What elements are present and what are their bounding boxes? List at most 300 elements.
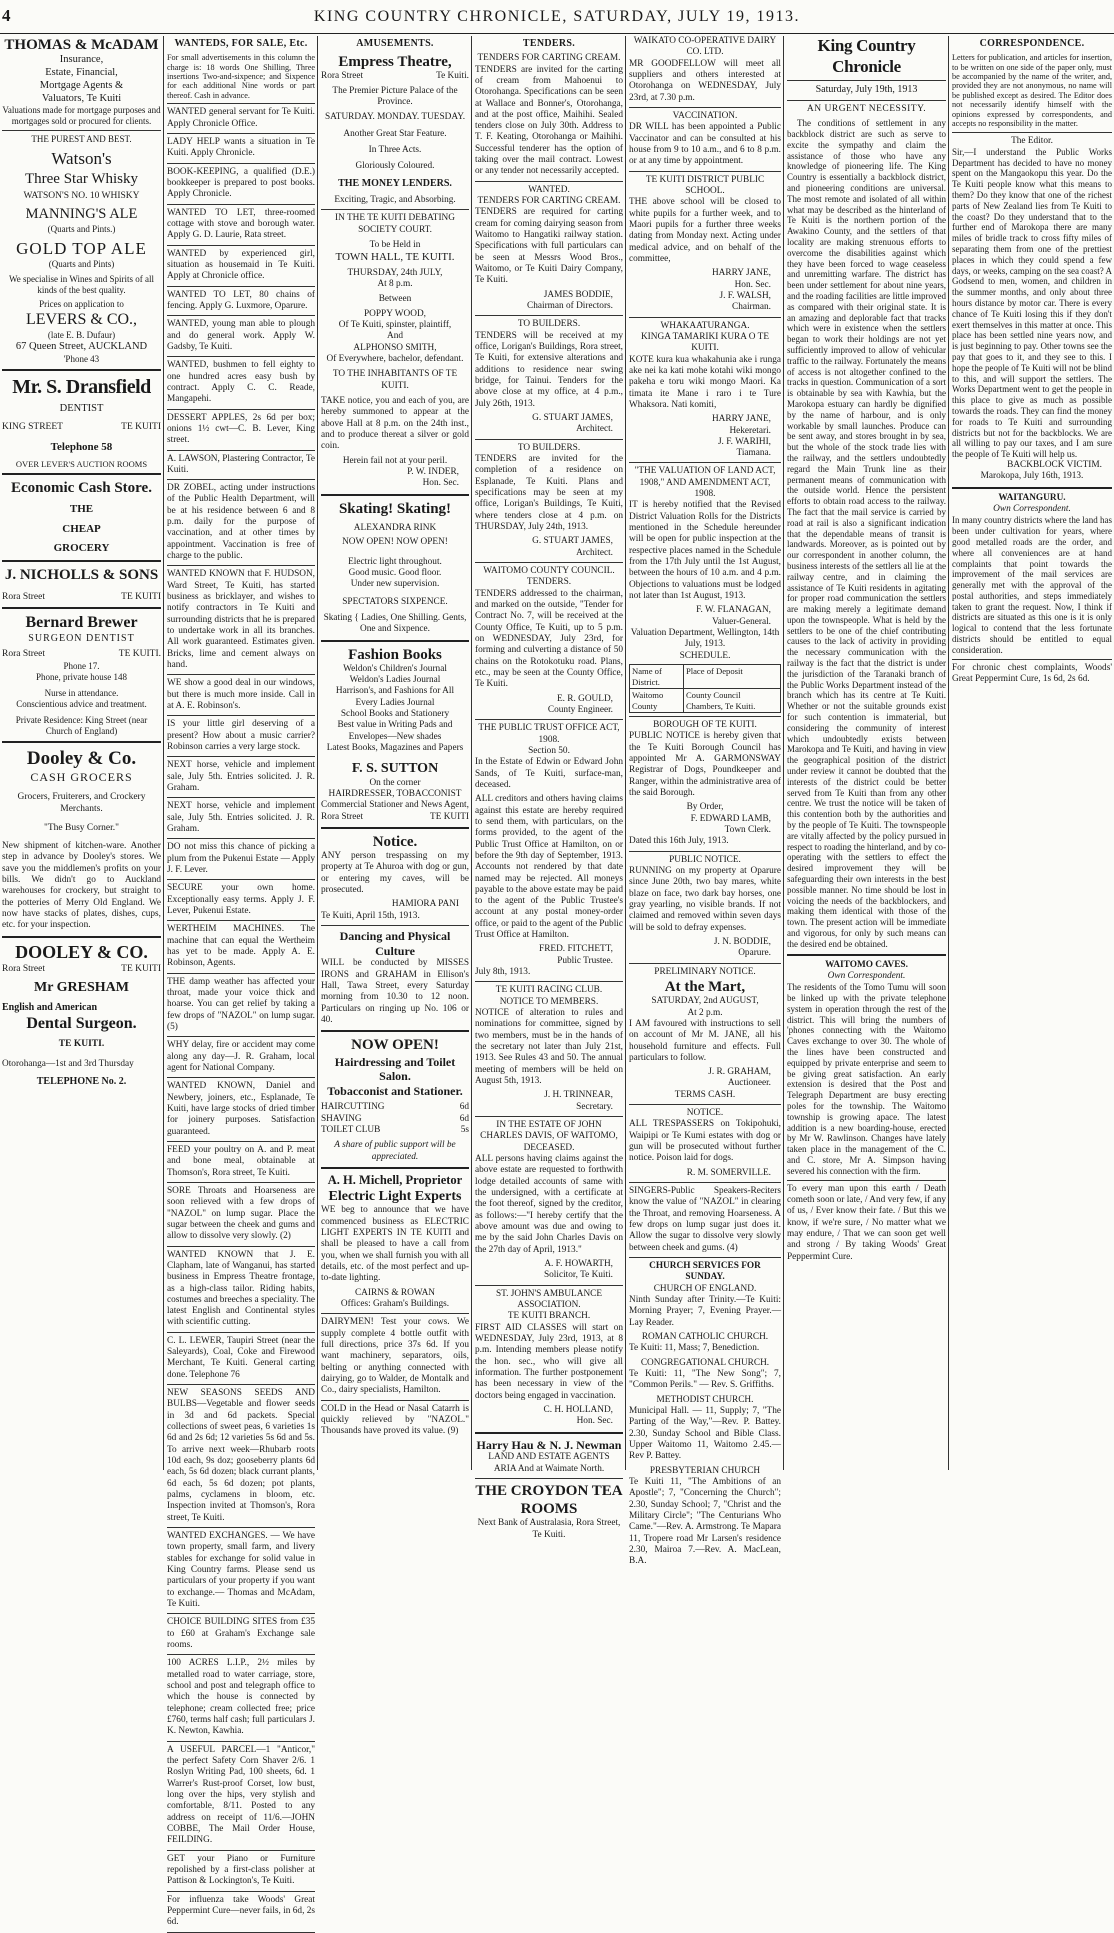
ad-heading: TE KUITI DISTRICT PUBLIC SCHOOL.	[645, 174, 765, 196]
column-amusements	[321, 36, 469, 1470]
ad-line: Conscientious advice and treatment.	[16, 698, 147, 709]
ad-body: TENDERS are invited for the completion of a residence on Esplanade, Te Kuiti. Plans and specifications may be seen at my office, Lorigan's Buildings, Te Kuiti, where tenders close at 4 p.m. on THURSDAY, July 24th, 1913.	[475, 454, 623, 532]
ad-line: Valuation Department, Wellington, 14th July, 1913.	[630, 628, 780, 650]
ad-line: Of Te Kuiti, spinster, plaintiff,	[338, 320, 452, 330]
ad-line: TE KUITI	[121, 421, 161, 432]
signature: Tiamana.	[736, 448, 771, 459]
ad-divider	[167, 1741, 315, 1742]
fashion-books-title: Fashion Books	[348, 646, 442, 663]
ad-body: RUNNING on my property at Oparure since June 20th, two bay mares, white blaze on face, two dark bay horses, one gray yearling, no visible brands. If not claimed and removed within seven days will be sold to defray expenses.	[629, 865, 781, 933]
ad-line: ALEXANDRA RINK	[353, 522, 437, 533]
news-body: The residents of the Tomo Tumu will soon be linked up with the private telephone system in operation through the rest of the district. This will bring the numbers of 'phones connecting with the Waitomo Caves exchange to over 30. The whole of the lines have been constructed and equipped by private enterprise and seem to be giving great satisfaction. An early extension is desired that the Post and Telegraph Department are busy erecting poles for the township. The Waitomo township is growing apace. The latest addition is a new boarding-house, erected by Mr W. Rawlinson. Changes have lately taken place in the management of the C. and C. store, Mr A. Simpson having severed his connection with the firm.	[787, 982, 946, 1176]
ad-divider	[167, 245, 315, 246]
column-correspondence	[952, 36, 1112, 1470]
ad-body: Te Kuiti: 11, Mass; 7, Benediction.	[629, 1343, 760, 1354]
ad-line: TE KUITI	[121, 963, 161, 974]
signature: F. W. FLANAGAN,	[696, 605, 771, 616]
ad-line: IN THE TE KUITI DEBATING SOCIETY COURT.	[335, 213, 455, 235]
ad-line: WATSON'S NO. 10 WHISKY	[23, 191, 140, 202]
ad-heading: PRELIMINARY NOTICE.	[654, 966, 756, 977]
column-rule	[163, 36, 164, 1470]
ad-line: July 8th, 1913.	[475, 967, 531, 978]
ad-line: The Premier Picture Palace of the Province.	[332, 85, 458, 108]
ad-line: Another Great Star Feature.	[343, 128, 447, 139]
classified-ad: A. LAWSON, Plastering Contractor, Te Kuiti.	[167, 453, 315, 475]
ad-heading: TENDERS FOR CARTING CREAM.	[477, 53, 621, 64]
ad-heading: TO BUILDERS.	[517, 319, 581, 330]
section-heading: TENDERS.	[522, 38, 576, 49]
editorial-date: Saturday, July 19th, 1913	[815, 84, 918, 96]
ad-line: Prices on application to	[39, 299, 124, 310]
classified-ad: DO not miss this chance of picking a plum from the Pukenui Estate — Apply J. F. Lever.	[167, 842, 315, 875]
ad-heading: BOROUGH OF TE KUITI.	[653, 720, 757, 730]
ad-body: New shipment of kitchen-ware. Another step in advance by Dooley's stores. We save you the middlemen's profits on your bills. We didn't go to Auckland warehouses for crockery, but straight to the potteries of Merry Old England. We now have stacks of plates, dishes, cups, etc. for your inspection.	[2, 841, 161, 931]
classified-ad: IS your little girl deserving of a present? How about a music carrier? Robinson carries a very large stock.	[167, 719, 315, 753]
ad-line: TELEPHONE No. 2.	[36, 1075, 127, 1087]
ad-divider	[167, 133, 315, 134]
ad-divider	[167, 756, 315, 757]
classified-ad: FEED your poultry on A. and P. meat and bone meal, obtainable at Thomson's, Rora street, Te Kuiti.	[167, 1144, 315, 1178]
ad-line: Weldon's Children's Journal	[343, 663, 447, 674]
ad-line: Herein fail not at your peril.	[342, 455, 448, 466]
signature: Public Trustee.	[557, 955, 613, 966]
ad-line: THURSDAY, 24th JULY,	[347, 267, 443, 278]
classified-ad: WANTED KNOWN, Daniel and Newbery, joiners, etc., Esplanade, Te Kuiti, have large stocks of dried timber for joinery purposes. Satisfaction guaranteed.	[167, 1081, 315, 1137]
ad-line: Te Kuiti.	[436, 71, 469, 82]
ad-divider	[167, 973, 315, 974]
signature: J. N. BODDIE,	[713, 936, 771, 947]
ad-line: (late E. B. Dufaur)	[47, 329, 116, 340]
editorial-body	[787, 118, 946, 949]
column-wanteds	[167, 36, 315, 1928]
ad-line: Telephone 58	[50, 441, 113, 454]
signature: Hon. Sec.	[576, 1416, 613, 1427]
ad-heading: CHURCH OF ENGLAND.	[653, 1283, 757, 1294]
signature: J. F. WARIHI,	[717, 436, 771, 447]
price-value: 6d	[459, 1113, 469, 1124]
signature: HARRY JANE,	[711, 414, 771, 425]
ad-line: CAIRNS & ROWAN	[354, 1287, 436, 1298]
ad-line: GROCERY	[53, 542, 110, 555]
ad-line: TE KUITI	[121, 591, 161, 602]
signature: HAMIORA PANI	[391, 899, 459, 910]
ad-heading: "THE VALUATION OF LAND ACT, 1908," AND AMENDMENT ACT, 1908.	[634, 466, 776, 500]
ad-line: On the corner	[369, 777, 421, 788]
ad-body: KOTE kura kua whakahunia ake i runga ake nei ka kati mohe kotahi wiki mongo pakeha e toru wiki mongo Maori. Ka timata ite Mane i raro i te Ture Whaksora. Nati komiti,	[629, 354, 781, 410]
column-rule	[625, 36, 626, 1470]
ad-body: PUBLIC NOTICE is hereby given that the Te Kuiti Borough Council has appointed Mr A. GARMONSWAY Registrar of Dogs, Poundkeeper and Ranger, within the administrative area of the said Borough.	[629, 731, 781, 798]
news-body: In many country districts where the land has been under cultivation for years, where good metalled roads are the order, and where all conveniences are at hand complaints that point towards the improvement of the mail services are generally met with the approval of the postal authorities, and steps immediately taken to grant the request. Now, I think if districts are situated as this one is it is only logical to contend that the less fortunate districts should be entitled to equal consideration.	[952, 515, 1112, 655]
ad-line: SURGEON DENTIST	[28, 632, 135, 644]
ad-line: Grocers, Fruiterers, and Crockery Merchants.	[17, 792, 146, 814]
ad-line: TE KUITI.	[58, 1039, 105, 1049]
price-item: TOILET CLUB	[321, 1125, 381, 1136]
ad-line: Phone, private house 148	[36, 671, 127, 682]
wanteds-list	[167, 107, 315, 1932]
ad-body: NOTICE of alteration to rules and nominations for committee, signed by two members, must be in the hands of the secretary not later than July 21st, 1913. See Rules 43 and 50. The annual meeting of members will be held on August 5th, 1913.	[475, 1008, 623, 1087]
ad-divider	[167, 1141, 315, 1142]
gold-top-ale: GOLD TOP ALE	[16, 238, 147, 258]
table-header: Place of Deposit	[683, 665, 780, 689]
ad-divider	[167, 838, 315, 839]
ad-body: TENDERS addressed to the chairman, and marked on the outside, "Tender for Contract No. 7, will be received at the County Office, Te Kuiti, up to 5 p.m. on WEDNESDAY, July 23rd, for forming and culverting a distance of 50 chains on the Rotokotuku road. Plans, etc., may be seen at the County Office, Te Kuiti.	[475, 588, 623, 690]
ad-divider	[167, 879, 315, 880]
ad-line: Commercial Stationer and News Agent,	[321, 800, 469, 811]
classified-ad: WANTED, young man able to plough and do general work. Apply W. Gadsby, Te Kuiti.	[167, 319, 315, 352]
ad-divider	[167, 204, 315, 205]
classified-ad: WE show a good deal in our windows, but there is much more inside. Call in at A. E. Robinson's.	[167, 678, 315, 712]
price-value: 5s	[460, 1125, 469, 1136]
letter-body: Sir,—I understand the Public Works Department has decided to have no money spent on the Mangaokopu this year. Do the Te Kuiti people know what this means to them? Do they know that one of the richest parts of New Zealand lies from Te Kuiti to the coast? Do they understand that to the further end of Marokopa there are many miles of bridle track to cross fifty miles of separating them from one of the prettiest places in which they could spend a few days, or weeks, camping on the sea coast? A Godsend to men, women, and children in the summer months, and only about three hours distance by motor car. There is every chance of Te Kuiti losing this if they don't exert themselves in this matter at once. This place has been settled nine years now, and is just beginning to pay. Other towns see the pay that goes to it, and they see to this. I hope the people of Te Kuiti will not be blind to this, and will support the settlers. The Works Department went to get the people in this place to give as much as possible towards the roads. They can find the money for roads to Te Kuiti and surrounding districts but not for the backblocks. We are all willing to pay our taxes, and I am sure the people of Te Kuiti will help us.	[952, 146, 1112, 460]
column-rule	[317, 36, 318, 1470]
classified-ad: For influenza take Woods' Great Peppermint Cure—never fails, in 6d, 2s 6d.	[167, 1894, 315, 1928]
classified-ad: NEXT horse, vehicle and implement sale, July 5th. Entries solicited. J. R. Graham.	[167, 801, 315, 835]
ad-divider	[167, 1077, 315, 1078]
classified-ad: C. L. LEWER, Taupiri Street (near the Saleyards), Coal, Coke and Firewood Merchant, Te Kuiti. General carting done. Telephone 76	[167, 1335, 315, 1380]
ad-body: For chronic chest complaints, Woods' Great Peppermint Cure, 1s 6d, 2s 6d.	[952, 662, 1112, 684]
ad-body: SINGERS-Public Speakers-Reciters know the value of "NAZOL" in clearing the Throat, and removing Hoarseness. A few drops on lump sugar just does it. Allow the sugar to dissolve very slowly between cheek and gums. (4)	[629, 1186, 781, 1253]
three-star-whisky: Three Star Whisky	[24, 171, 139, 188]
ad-line: Own Correspondent.	[993, 503, 1071, 514]
signature: Hekeretari.	[729, 425, 771, 436]
signature: HARRY JANE,	[711, 268, 771, 279]
ad-line: Phone 17.	[63, 660, 100, 671]
sutton-name: F. S. SUTTON	[351, 761, 439, 777]
ad-divider	[167, 1613, 315, 1614]
ad-line: (Quarts and Pints)	[48, 259, 115, 270]
ad-body: TENDERS are invited for the carting of cream from Mahoenui to Otorohanga. Specifications can be seen at Wallace and Bonner's, Otorohanga, and at the post office, Maihihi. Sealed tenders close on July 30th. Address to T. F. Keating, Otorohanga or Maihihi. Successful tenderer has the option of taking over the mail contract. Lowest or any tender not necessarily accepted.	[475, 64, 623, 177]
ad-body: In the Estate of Edwin or Edward John Sands, of Te Kuiti, surface-man, deceased.	[475, 757, 623, 790]
ad-body: ANY person trespassing on my property at Te Ahuroa with dog or gun, or entering my caves, will be prosecuted.	[321, 851, 469, 896]
ad-heading: WHAKAATURANGA.	[660, 320, 750, 331]
ad-body: MR GOODFELLOW will meet all suppliers and others interested at Otorohanga on WEDNESDAY, July 23rd, at 7.30 p.m.	[629, 58, 781, 103]
ad-line: Good music. Good floor.	[348, 567, 442, 578]
ad-line: At 2 p.m.	[687, 1007, 723, 1018]
column-advertisements-1	[2, 36, 161, 1470]
classified-ad: DESSERT APPLES, 2s 6d per box; onions 1½ cwt—C. B. Lever, King street.	[167, 412, 315, 446]
ad-heading: WAIKATO CO-OPERATIVE DAIRY CO. LTD.	[633, 36, 777, 58]
schedule-table	[629, 664, 781, 713]
classified-ad: A USEFUL PARCEL—1 "Anticor," the perfect Safety Corn Shaver 2/6. 1 Roslyn Writing Pad, 100 sheets, 6d. 1 Warrer's Rust-proof Corset, low bust, long over the hips, very stylish and comfortable, 8/11. Posted to any address on receipt of 11/6.—JOHN COBBE, The Mail Order House, FEILDING.	[167, 1744, 315, 1846]
ad-line: TE KUITI.	[118, 649, 161, 660]
ad-heading: TENDERS.	[526, 577, 572, 588]
ad-heading: IN THE ESTATE OF JOHN CHARLES DAVIS, OF WAITOMO, DECEASED.	[480, 1120, 618, 1153]
ad-line: Rora Street	[2, 963, 46, 974]
ad-divider	[167, 1527, 315, 1528]
ad-line: ARIA And at Waimate North.	[493, 1463, 605, 1474]
section-heading: WAITOMO CAVES.	[825, 959, 908, 970]
signature: A. F. HOWARTH,	[544, 1259, 613, 1269]
classified-ad: WANTED general servant for Te Kuiti. Apply Chronicle Office.	[167, 107, 315, 129]
levers-co: LEVERS & CO.,	[25, 311, 138, 329]
bernard-brewer: Bernard Brewer	[25, 614, 138, 632]
classified-ad: WANTED KNOWN that J. E. Clapham, late of Wanganui, has started business in Empress Theatre frontage, as a high-class tailor. Riding habits, costumes and breeches a speciality. The latest English and Continental styles with scientific cutting.	[167, 1249, 315, 1328]
ad-heading: ST. JOHN'S AMBULANCE ASSOCIATION.	[495, 1288, 603, 1310]
ad-line: HAIRDRESSER, TOBACCONIST	[328, 788, 462, 799]
signature: Oparure.	[738, 948, 771, 959]
notice-title: Notice.	[372, 833, 418, 850]
ad-line: Best value in Writing Pads and Envelopes—New shades	[337, 720, 453, 742]
masthead	[0, 0, 1114, 34]
ad-line: Otorohanga—1st and 3rd Thursday	[2, 1058, 134, 1069]
classified-ad: CHOICE BUILDING SITES from £35 to £60 at Graham's Exchange sale rooms.	[167, 1617, 315, 1651]
ad-line: Nurse in attendance.	[44, 687, 119, 698]
signature: J. F. WALSH,	[719, 290, 771, 301]
ad-heading: TE KUITI RACING CLUB.	[495, 985, 603, 996]
section-heading: WANTEDS, FOR SALE, Etc.	[174, 38, 308, 49]
classified-ad: WHY delay, fire or accident may come along any day—J. R. Graham, local agent for National Company.	[167, 1040, 315, 1073]
classified-ad: WANTED KNOWN that F. HUDSON, Ward Street, Te Kuiti, has started business as bricklayer, and wishes to notify contractors in Te Kuiti and surrounding districts that he is prepared to undertake work in all its branches. All work guaranteed. Estimates given. Bricks, lime and cement always on hand.	[167, 569, 315, 671]
ad-line: Own Correspondent.	[827, 970, 906, 981]
ad-divider	[167, 356, 315, 357]
ad-body: To every man upon this earth / Death cometh soon or late, / And very few, if any of us, / Ever know their fate. / But this we know, if we're sure, / No matter what we may endure, / That we can soon get well and strong / By taking Woods' Great Peppermint Cure.	[787, 1183, 946, 1262]
ad-line: School Books and Stationery	[340, 709, 450, 720]
table-cell: County Council Chambers, Te Kuiti.	[683, 689, 780, 713]
editorial-heading: AN URGENT NECESSITY.	[806, 103, 927, 114]
price-item: SHAVING	[321, 1113, 362, 1124]
signature: BACKBLOCK VICTIM.	[1007, 460, 1102, 470]
ad-body: Te Kuiti 11, "The Ambitions of an Apostle"; 7, "Concerning the Church"; 2.30, Sunday School; 7, "Christ and the Military Circle"; "The Centurians Who Came."—Rev. A. Armstrong. Te Mapara 11, Tropere road Mr Larsen's residence 2.30, Mairoa 7.—Rev. A. MacLean, B.A.	[629, 1476, 781, 1567]
michell-title: A. H. Michell, Proprietor	[327, 1173, 463, 1188]
ad-line: Every Ladies Journal	[355, 697, 435, 708]
dransfield-name: Mr. S. Dransfield	[12, 375, 151, 398]
ad-body: DAIRYMEN! Test your cows. We supply complete 4 bottle outfit with full directions, price 37s 6d. If you want machinery, separators, oils, belting or anything connected with dairying, go to Walder, de Montalk and Co., dairy specialists, Hamilton.	[321, 1317, 469, 1396]
ad-line: Rora Street	[321, 811, 364, 822]
classified-ad: GET your Piano or Furniture repolished by a first-class polisher at Pattison & Lockington's, Te Kuiti.	[167, 1853, 315, 1887]
ad-line: POPPY WOOD,	[364, 308, 426, 319]
ad-divider	[167, 479, 315, 480]
ad-line: Skating { Ladies, One Shilling. Gents, One and Sixpence.	[323, 612, 467, 635]
section-heading: WAITANGURU.	[998, 492, 1066, 503]
ad-line: Under new supervision.	[350, 579, 440, 590]
signature: FRED. FITCHETT,	[539, 944, 613, 955]
ad-line: Hairdressing and Toilet Salon.	[334, 1054, 456, 1084]
ad-body: COLD in the Head or Nasal Catarrh is quickly relieved by "NAZOL." Thousands have proved its value. (9)	[321, 1403, 469, 1437]
signature: Town Clerk.	[724, 824, 771, 835]
ad-divider	[167, 715, 315, 716]
ad-line: Te Kuiti, April 15th, 1913.	[321, 910, 420, 921]
nicholls-sons: J. NICHOLLS & SONS	[4, 566, 159, 583]
signature: C. H. HOLLAND,	[543, 1404, 613, 1415]
ad-divider	[167, 1891, 315, 1892]
ad-line: Section 50.	[528, 745, 570, 756]
ad-line: KING STREET	[2, 421, 63, 432]
ad-body: TENDERS are required for carting cream for coming dairying season from Waitomo to Hangatiki railway station. Specifications with full particulars can be seen at Messrs Wood Bros., Waitomo, or Te Kuiti Dairy Company, Te Kuiti.	[475, 207, 623, 286]
ad-divider	[167, 286, 315, 287]
ad-divider	[167, 674, 315, 675]
ad-line: (Quarts and Pints.)	[47, 223, 116, 234]
empress-theatre: Empress Theatre,	[338, 54, 452, 71]
ad-heading: SCHEDULE.	[679, 650, 731, 661]
ad-line: TE KUITI	[430, 811, 469, 822]
classified-ad: THE damp weather has affected your throat, made your voice thick and hoarse. You can get relief by taking a few drops of "NAZOL" on lump sugar. (5)	[167, 976, 315, 1032]
signature: Solicitor, Te Kuiti.	[543, 1270, 613, 1281]
ad-body: WILL be conducted by MISSES IRONS and GRAHAM in Ellison's Hall, Tawa Street, every Saturday morning from 10.30 to 12 noon. Particulars on ringing up No. 106 or 40.	[321, 958, 469, 1025]
ad-line: OVER LEVER'S AUCTION ROOMS	[15, 458, 148, 469]
signature: County Engineer.	[547, 704, 613, 715]
signature: R. M. SOMERVILLE.	[686, 1167, 771, 1178]
signature: G. STUART JAMES,	[532, 413, 613, 424]
signature: Chairman of Directors.	[527, 301, 613, 312]
signature: F. EDWARD LAMB,	[690, 813, 771, 824]
classified-ad: SORE Throats and Hoarseness are soon relieved with a few drops of "NAZOL" on lump sugar. Place the sugar between the cheek and gums and allow to dissolve very slowly. (2)	[167, 1185, 315, 1242]
ad-line: 'Phone 43	[63, 353, 100, 364]
classified-ad: WANTED, bushmen to fell eighty to one hundred acres easy bush by contract. Apply C. C. Reade, Mangapehi.	[167, 360, 315, 405]
ad-heading: THE PUBLIC TRUST OFFICE ACT, 1908.	[478, 723, 620, 745]
price-value: 6d	[459, 1102, 469, 1113]
signature: Chairman.	[732, 302, 771, 313]
ad-body: DR WILL has been appointed a Public Vaccinator and can be consulted at his house from 9 to 10 a.m., and 6 to 8 p.m. or at any time by appointment.	[629, 122, 781, 167]
ad-heading: TE KUITI BRANCH.	[507, 1311, 591, 1322]
ad-line: SATURDAY. MONDAY. TUESDAY.	[324, 112, 466, 123]
ad-line: Harrison's, and Fashions for All	[335, 686, 455, 697]
ad-line: THE	[69, 503, 94, 516]
ad-line: At 8 p.m.	[377, 279, 413, 290]
at-the-mart: At the Mart,	[664, 978, 746, 995]
classified-ad: SECURE your own home. Exceptionally easy terms. Apply J. F. Lever, Pukenui Estate.	[167, 883, 315, 916]
ad-line: Marokopa, July 16th, 1913.	[980, 471, 1084, 482]
signature: Hon. Sec.	[734, 279, 771, 290]
ad-heading: ROMAN CATHOLIC CHURCH.	[641, 1332, 769, 1343]
ad-heading: METHODIST CHURCH.	[656, 1394, 754, 1405]
ad-line: TO THE INHABITANTS OF TE KUITI.	[332, 369, 458, 391]
page-number: 4	[2, 6, 11, 25]
column-rule	[471, 36, 472, 1470]
croydon-tea-rooms: THE CROYDON TEA ROOMS	[475, 1482, 623, 1518]
ad-line: A share of public support will be appreciated.	[334, 1140, 456, 1162]
ad-divider	[167, 797, 315, 798]
ad-body: I AM favoured with instructions to sell on account of Mr M. JANE, all his household furniture and effects. Full particulars to follow.	[629, 1018, 781, 1063]
ad-divider	[167, 1932, 315, 1933]
thomas-mcadam-name: THOMAS & McADAM	[4, 37, 159, 53]
ad-line: Between	[378, 294, 412, 305]
ad-line: NOW OPEN! NOW OPEN!	[342, 537, 448, 548]
classified-ad: WERTHEIM MACHINES. The machine that can equal the Wertheim has yet to be made. Apply A. E. Robinson, Agents.	[167, 924, 315, 969]
ad-heading: TENDERS FOR CARTING CREAM.	[477, 196, 621, 207]
classified-ad: WANTED EXCHANGES. — We have town property, small farm, and livery stables for exchange for solid value in King Country farms. Please send us particulars of your property if you want to exchange.— Thomas and McAdam, Te Kuiti.	[167, 1531, 315, 1610]
table-header: Name of District.	[630, 665, 684, 689]
ad-line: The Editor.	[1011, 135, 1053, 146]
ad-line: Offices: Graham's Buildings.	[340, 1299, 450, 1310]
ad-body: Municipal Hall. — 11, Supply; 7, "The Parting of the Way,"—Rev. P. Battey. 2.30, Sunday School and Bible Class. Upper Waitomo 11, Waitomo 2.45.—Rev P. Battey.	[629, 1406, 781, 1462]
economic-cash-store: Economic Cash Store.	[11, 480, 152, 497]
ad-line: "The Busy Corner."	[43, 823, 120, 834]
dooley-co-title: DOOLEY & CO.	[15, 941, 148, 962]
ad-divider	[167, 1384, 315, 1385]
ad-line: Private Residence: King Street (near Church of England)	[15, 714, 148, 736]
ad-line: SPECTATORS SIXPENCE.	[342, 596, 448, 607]
ad-line: Mortgage Agents &	[39, 79, 124, 91]
ad-divider	[167, 409, 315, 410]
ad-body: TAKE notice, you and each of you, are hereby summoned to appear at the above Hall at 8 p.m. on the 24th inst., and to produce thereat a silver or gold coin.	[321, 395, 469, 452]
ad-line: English and American	[2, 1002, 98, 1014]
ad-line: 67 Queen Street, AUCKLAND	[15, 340, 148, 352]
ad-line: CHEAP	[62, 522, 101, 535]
now-open-title: NOW OPEN!	[351, 1037, 439, 1054]
signature: Architect.	[576, 547, 613, 558]
ad-line: Insurance,	[59, 54, 104, 66]
ad-line: And	[386, 331, 403, 342]
ad-divider	[167, 1654, 315, 1655]
section-heading: CORRESPONDENCE.	[979, 38, 1085, 49]
ad-divider	[167, 565, 315, 566]
section-heading: AMUSEMENTS.	[356, 38, 434, 49]
signature: Valuer-General.	[712, 616, 771, 627]
ad-heading: PRESBYTERIAN CHURCH	[649, 1465, 761, 1476]
watsons-title: Watson's	[51, 149, 112, 169]
ad-line: We specialise in Wines and Spirits of all kinds of the best quality.	[9, 274, 154, 296]
hau-newman-title: Harry Hau & N. J. Newman	[476, 1437, 622, 1452]
ad-line: TERMS CASH.	[674, 1089, 736, 1100]
skating-title: Skating! Skating!	[338, 500, 452, 517]
classified-ad: DR ZOBEL, acting under instructions of the Public Health Department, will be at his residence between 6 and 8 p.m. daily for the purpose of vaccination, and at other times by appointment. Vaccination is free of charge to the public.	[167, 483, 315, 562]
signature: J. H. TRINNEAR,	[544, 1090, 613, 1101]
ad-line: Weldon's Ladies Journal	[349, 675, 441, 686]
ad-line: LAND AND ESTATE AGENTS	[488, 1452, 610, 1463]
ad-line: Next Bank of Australasia, Rora Street, Te Kuiti.	[477, 1518, 621, 1540]
ad-body: Te Kuiti: 11, "The New Song"; 7, "Common Perils." — Rev. S. Griffiths.	[629, 1369, 781, 1391]
ad-divider	[167, 920, 315, 921]
ad-divider	[167, 1246, 315, 1247]
ad-line: THE MONEY LENDERS.	[338, 177, 452, 189]
rates-note: For small advertisements in this column the charge is: 18 words One Shilling, Three insertions Two-and-sixpence; and Sixpence for each additional Nine words or part thereof. Cash in advance.	[167, 53, 315, 100]
ad-heading: TO BUILDERS.	[517, 442, 581, 453]
ad-divider	[167, 450, 315, 451]
editorial-paragraph: The conditions of settlement in any backblock district are such as serve to excite the sympathy and claim the assistance of those who have any knowledge of pioneering life. The King Country is essentially a backblock district, and pioneering conditions are universal. The most remote and isolated of all within what may be described as the hinterland of Te Kuiti is the northern portion of the Awakino County, and the settlers of that locality are making strenuous efforts to overcome the disabilities against which they have been forced to wage ceaseless and unremitting warfare. The district has been under settlement for about nine years, and the roading facilities are little improved as compared with their original state. It is an amazing and deplorable fact that tracks which were in existence when the settlers began to work their holdings are not yet sufficiently improved to allow of vehicular traffic to the railway. Fortunately the means of access is not altogether confined to the tracks in question. Communication of a sort is obtainable by sea with Kawhia, but the Marokopa estuary can hardly be dignified by the name of harbour, and is only workable by small launches. Produce can be sent away, and stores brought in by sea, but the whole of the stock trade lies with the railway, and the settlers undoubtedly regard the Main Trunk line as their permanent means of communication with the outside world. Hence the persistent efforts to obtain road access to the railway. The fact that the mail service is carried by road at rail is also a significant indication that the dependable means of transit is landwards. Moreover, as is pointed out by our correspondent in another column, the business interests of the settlers all lie at the railway centre, and in claiming the assistance of Te Kuiti residents in agitating for proper road communication the settlers are making merely a legitimate demand upon the townspeople. What is held by the settlers to be one of the chief contributing causes to the lack of activity in providing the necessary communication with the railway is the fact that the district is under the jurisdiction of the Taranaki branch of the Public Works Department instead of the branch which has its centre at Te Kuiti. Whether or not the suitable grounds exist for such contention is immaterial, but considering the community of interest which undoubtedly exists between Marokopa and Te Kuiti, and having in view the geographical position of the district under review it cannot be doubted that the interests of the district could be better served from Te Kuiti than from any other centre. We trust the notice will be taken of this contention both by the authorities and by the people of Te Kuiti. The townspeople are vitally affected by the policy pursued in respect to roading the hinterland, and by co-operating with the settlers to effect the desired improvement they will be safeguarding their own interests in the best possible manner. No time should be lost in voicing the needs of the backblockers, and making them identical with those of the town. The present action will be immediate and vigorous, for only by such means can the desired end be obtained.	[787, 118, 946, 949]
gresham-name: Mr GRESHAM	[33, 980, 129, 996]
ad-divider	[167, 315, 315, 316]
ad-line: Rora Street	[2, 649, 46, 660]
ad-note: Valuations made for mortgage purposes and mortgages sold or procured for clients.	[2, 105, 161, 127]
ad-body: ALL TRESPASSERS on Tokipohuki, Waipipi or Te Kumi estates with dog or gun will be prosecuted without further notice. Poison laid for dogs.	[629, 1119, 781, 1164]
signature: Auctioneer.	[727, 1078, 771, 1089]
ad-body: THE above school will be closed to white pupils for a further week, and to Maori pupils for a further three weeks dating from Monday next. Acting under medical advice, and on behalf of the committee,	[629, 197, 781, 264]
ad-heading: NOTICE.	[686, 1108, 724, 1119]
signature: J. R. GRAHAM,	[708, 1067, 771, 1078]
ad-body: FIRST AID CLASSES will start on WEDNESDAY, July 23rd, 1913, at 8 p.m. Intending members please notify the hon. sec., who will give all information. The further postponement has been necessary in view of the doctors being engaged in vaccination.	[475, 1322, 623, 1401]
ad-heading: NOTICE TO MEMBERS.	[499, 996, 599, 1007]
classified-ad: BOOK-KEEPING, a qualified (D.E.) bookkeeper is prepared to post books. Apply Chronicle.	[167, 166, 315, 200]
ad-heading: VACCINATION.	[672, 110, 738, 121]
ad-body: WE beg to announce that we have commenced business as ELECTRIC LIGHT EXPERTS IN TE KUITI and shall be pleased to have a call from you, when we shall furnish you with all details, etc. of the most perfect and up-to-date lighting.	[321, 1205, 469, 1284]
ad-line: Dated this 16th July, 1913.	[629, 836, 729, 847]
column-editorial	[787, 36, 946, 1470]
ad-line: ALPHONSO SMITH,	[353, 342, 437, 353]
ad-divider	[167, 163, 315, 164]
ad-line: Rora Street	[321, 71, 364, 82]
ad-line: To be Held in	[369, 239, 421, 250]
price-item: HAIRCUTTING	[321, 1102, 385, 1113]
ad-heading: PUBLIC NOTICE.	[669, 854, 741, 865]
ad-heading: CONGREGATIONAL CHURCH.	[640, 1357, 770, 1368]
ad-line: Estate, Financial,	[45, 67, 118, 79]
ad-body: ALL creditors and others having claims against this estate are hereby required to send them, with particulars, on the forms provided, to the agent of the Public Trust Office at Hamilton, on or before the 9th day of September, 1913. Accounts not rendered by that date named may be rejected. All moneys payable to the above estate may be paid to the agent of the Public Trustee's account at any postal money-order office, or paid to the agent of the Public Trust Office at Hamilton.	[475, 794, 623, 941]
classified-ad: WANTED TO LET, three-roomed cottage with stove and borough water. Apply G. D. Laurie, Rata street.	[167, 207, 315, 241]
ad-line: In Three Acts.	[368, 145, 422, 156]
ad-line: Dental Surgeon.	[26, 1015, 137, 1033]
ad-line: Latest Books, Magazines and Papers	[326, 743, 464, 754]
classified-ad: WANTED by experienced girl, situation as housemaid in Te Kuiti. Apply at Chronicle office.	[167, 248, 315, 282]
column-rule	[783, 36, 784, 1470]
ad-line: Of Everywhere, bachelor, defendant.	[326, 353, 464, 364]
classified-ad: NEW SEASONS SEEDS AND BULBS—Vegetable and flower seeds in 3d and 6d packets. Special collections of sweet peas, 6 varieties 1s 6d and 2s 6d; 12 varieties 5s 6d and 5s. To arrive next week—Rhubarb roots 10d each, 9s doz; gooseberry plants 6d each, 5s 6d dozen; black currant plants, 6d each, 5s 6d dozen; pot plants, palms, cyclamens in bloom, etc. Inspection invited at Thomson's, Rora street, Te Kuiti.	[167, 1388, 315, 1523]
section-heading: CHURCH SERVICES FOR SUNDAY.	[649, 1261, 761, 1283]
ad-heading: KINGA TAMARIKI KURA O TE KUITI.	[640, 331, 770, 354]
classified-ad: WANTED TO LET, 80 chains of fencing. Apply G. Luxmore, Oparure.	[167, 289, 315, 311]
ad-line: Valuators, Te Kuiti	[41, 92, 122, 104]
signature: P. W. INDER,	[407, 466, 459, 477]
editorial-masthead: King Country Chronicle	[817, 36, 916, 76]
